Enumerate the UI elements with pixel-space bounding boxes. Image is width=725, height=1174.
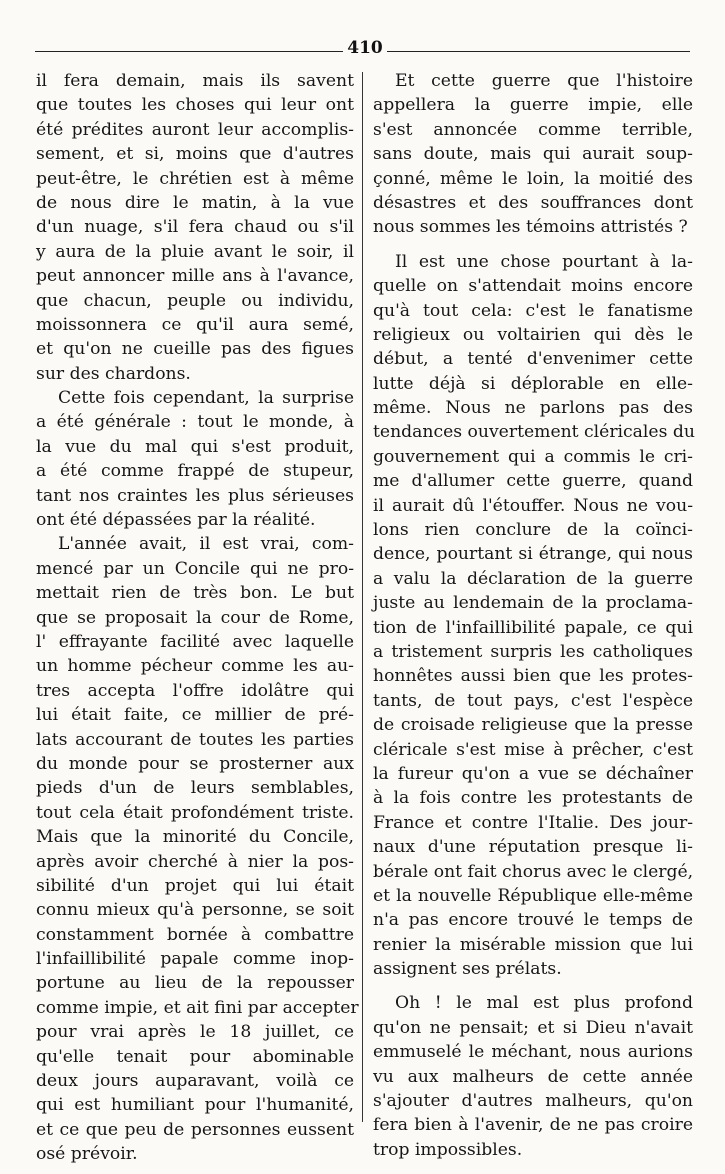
text-line: Oh ! le mal est plus profond [395, 993, 693, 1014]
paragraph [36, 532, 359, 1166]
text-line: s'est annoncée comme terrible, [373, 119, 693, 140]
text-line: que se proposait la cour de Rome, [36, 607, 354, 628]
text-line: que chacun, peuple ou individu, [36, 290, 354, 311]
text-line: peut-être, le chrétien est à même [36, 168, 354, 189]
text-line: et ce que peu de personnes eussent [36, 1119, 354, 1140]
text-line: l'infaillibilité papale comme inop- [36, 949, 354, 970]
text-line: dence, pourtant si étrange, qui nous [373, 544, 693, 565]
text-line: désastres et des souffrances dont [373, 192, 693, 213]
text-line: qu'elle tenait pour abominable [36, 1046, 354, 1067]
paragraph [373, 991, 693, 1162]
text-line: n'a pas encore trouvé le temps de [373, 910, 693, 931]
text-line: renier la misérable mission que lui [373, 934, 693, 955]
text-line: Il est une chose pourtant à la- [395, 251, 693, 272]
text-line: sibilité d'un projet qui lui était [36, 875, 354, 896]
text-line: honnêtes aussi bien que les protes- [373, 666, 693, 687]
paragraph-gap [373, 240, 693, 250]
text-line: constamment bornée à combattre [36, 924, 354, 945]
text-line: pieds d'un de leurs semblables, [36, 778, 354, 799]
text-line: portune au lieu de la repousser [36, 973, 354, 994]
text-line: qu'à tout cela: c'est le fanatisme [373, 300, 693, 321]
text-line: même. Nous ne parlons pas des [373, 398, 693, 419]
header-rule-right [387, 51, 690, 52]
text-line: et qu'on ne cueille pas des figues [36, 339, 354, 360]
text-line: tout cela était profondément triste. [36, 802, 354, 823]
text-line: tants, de tout pays, c'est l'espèce [373, 690, 693, 711]
text-line: mencé par un Concile qui ne pro- [36, 558, 354, 579]
text-line: a été comme frappé de stupeur, [36, 461, 354, 482]
page-header [35, 38, 690, 60]
paragraph-gap [373, 981, 693, 991]
page-number: 410 [347, 38, 383, 58]
text-line: a été générale : tout le monde, à [36, 412, 354, 433]
text-line: religieux ou voltairien qui dès le [373, 324, 693, 345]
text-line: sur des chardons. [36, 363, 191, 384]
text-line: ont été dépassées par la réalité. [36, 510, 316, 531]
text-line: lutte déjà si déplorable en elle- [373, 373, 693, 394]
text-line: la fureur qu'on a vue se déchaîner [373, 763, 693, 784]
right-column [373, 69, 693, 1162]
header-rule-left [35, 51, 343, 52]
text-line: l' effrayante facilité avec laquelle [36, 631, 354, 652]
text-line: juste au lendemain de la proclama- [373, 593, 693, 614]
text-line: peut annoncer mille ans à l'avance, [36, 266, 354, 287]
text-line: assignent ses prélats. [373, 959, 562, 980]
text-line: emmuselé le méchant, nous aurions [373, 1042, 693, 1063]
column-divider [362, 72, 363, 1122]
paragraph [36, 69, 354, 386]
text-line: il aurait dû l'étouffer. Nous ne vou- [373, 495, 693, 516]
text-line: L'année avait, il est vrai, com- [58, 534, 354, 555]
text-line: Cette fois cependant, la surprise [58, 388, 354, 409]
text-line: que toutes les choses qui leur ont [36, 95, 354, 116]
text-line: y aura de la pluie avant le soir, il [36, 241, 354, 262]
text-line: moissonnera ce qu'il aura semé, [36, 314, 354, 335]
text-line: tendances ouvertement cléricales du [373, 422, 695, 443]
paragraph [373, 69, 693, 240]
text-line: a tristement surpris les catholiques [373, 641, 693, 662]
text-line: nous sommes les témoins attristés ? [373, 217, 688, 238]
text-line: s'ajouter d'autres malheurs, qu'on [373, 1091, 693, 1112]
text-line: de croisade religieuse que la presse [373, 715, 693, 736]
paragraph [373, 250, 693, 982]
text-line: pour vrai après le 18 juillet, ce [36, 1022, 354, 1043]
text-line: tant nos craintes les plus sérieuses [36, 485, 354, 506]
text-line: de nous dire le matin, à la vue [36, 192, 354, 213]
text-line: qui est humiliant pour l'humanité, [36, 1095, 354, 1116]
text-line: mettait rien de très bon. Le but [36, 583, 354, 604]
text-line: d'un nuage, s'il fera chaud ou s'il [36, 217, 354, 238]
text-line: sement, et si, moins que d'autres [36, 144, 354, 165]
text-line: après avoir cherché à nier la pos- [36, 851, 354, 872]
text-line: çonné, même le loin, la moitié des [373, 168, 693, 189]
text-line: gouvernement qui a commis le cri- [373, 446, 693, 467]
text-line: été prédites auront leur accomplis- [36, 119, 354, 140]
text-line: cléricale s'est mise à prêcher, c'est [373, 739, 693, 760]
paragraph [36, 386, 354, 532]
text-line: Mais que la minorité du Concile, [36, 827, 354, 848]
text-line: du monde pour se prosterner aux [36, 753, 354, 774]
text-line: qu'on ne pensait; et si Dieu n'avait [373, 1017, 693, 1038]
text-line: France et contre l'Italie. Des jour- [373, 812, 693, 833]
text-line: trop impossibles. [373, 1139, 523, 1160]
text-line: sans doute, mais qui aurait soup- [373, 144, 693, 165]
text-line: bérale ont fait chorus avec le clergé, [373, 861, 694, 882]
text-line: lons rien conclure de la coïnci- [373, 520, 693, 541]
text-line: naux d'une réputation presque li- [373, 837, 693, 858]
text-line: lui était faite, ce millier de pré- [36, 705, 354, 726]
text-line: appellera la guerre impie, elle [373, 95, 693, 116]
text-line: tres accepta l'offre idolâtre qui [36, 680, 354, 701]
text-line: fera bien à l'avenir, de ne pas croire [373, 1115, 693, 1136]
left-column [36, 69, 359, 1167]
text-line: il fera demain, mais ils savent [36, 71, 354, 91]
text-line: osé prévoir. [36, 1144, 138, 1165]
text-line: tion de l'infaillibilité papale, ce qui [373, 617, 693, 638]
text-line: connu mieux qu'à personne, se soit [36, 900, 354, 921]
text-line: Et cette guerre que l'histoire [395, 71, 693, 91]
text-line: quelle on s'attendait moins encore [373, 276, 693, 297]
text-line: me d'allumer cette guerre, quand [373, 471, 693, 492]
text-line: a valu la déclaration de la guerre [373, 568, 693, 589]
text-line: à la fois contre les protestants de [373, 788, 693, 809]
text-line: début, a tenté d'envenimer cette [373, 349, 693, 370]
text-line: lats accourant de toutes les parties [36, 729, 354, 750]
text-line: la vue du mal qui s'est produit, [36, 436, 354, 457]
text-line: vu aux malheurs de cette année [373, 1066, 693, 1087]
text-line: comme impie, et ait fini par accepter [36, 997, 359, 1018]
text-line: deux jours auparavant, voilà ce [36, 1071, 354, 1092]
text-line: et la nouvelle République elle-même [373, 885, 693, 906]
text-line: un homme pécheur comme les au- [36, 656, 354, 677]
